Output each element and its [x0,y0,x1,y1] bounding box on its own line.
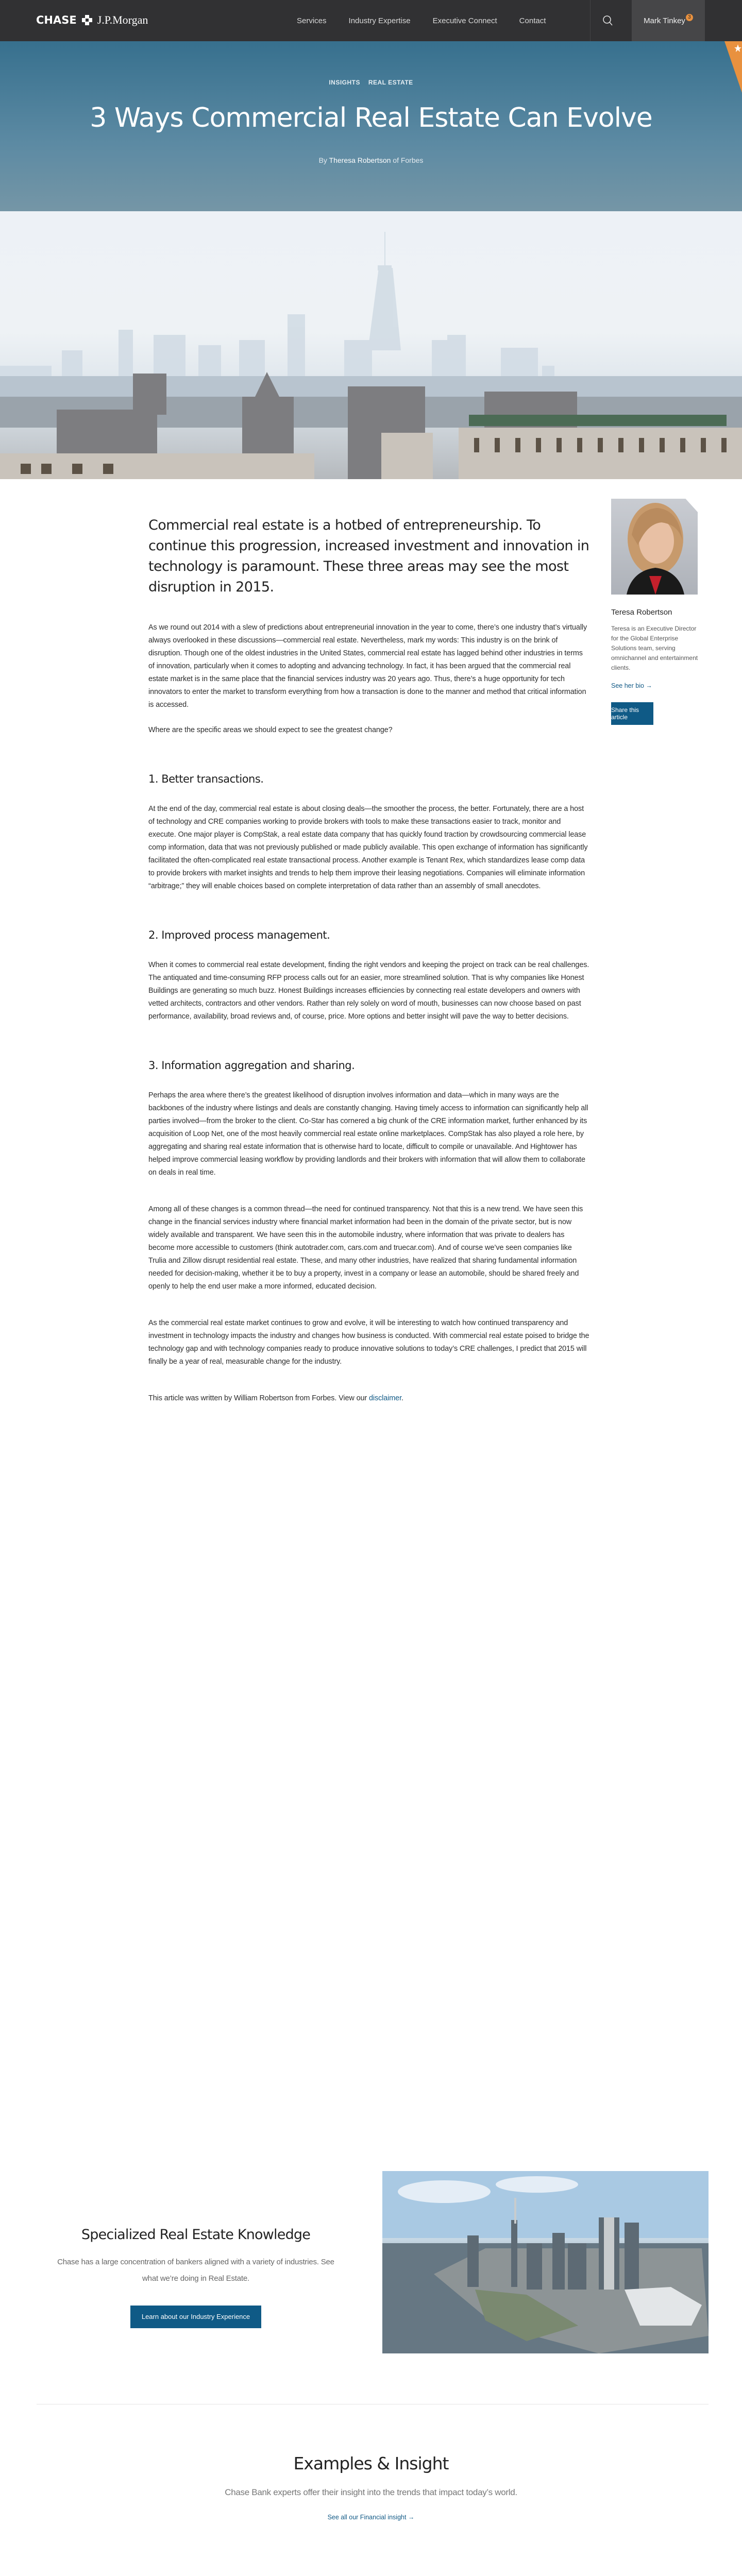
nyc-skyline-photo [0,211,742,479]
notification-badge: 3 [686,14,693,21]
section-3-paragraph-3: As the commercial real estate market continues to grow and evolve, it will be interesting to watch how continued transparency and investment in technology impacts the industry and changes how business is conducted. With commercial real estate poised to bridge the technology gap and with technology companies ready to produce innovative solutions to today’s CRE challenges, I predict that 2015 will finally be a year of real, measurable change for the industry. [148,1319,589,1366]
nav-divider [590,0,591,41]
article-main-column [148,479,589,1405]
article-lead: Commercial real estate is a hotbed of entrepreneurship. To continue this progression, increased investment and innovation in technology is paramount. These three areas may see the most disruption in 2015. [148,517,589,595]
author-name: Teresa Robertson [611,608,672,617]
section-2-paragraph: When it comes to commercial real estate development, finding the right vendors and keeping the project on track can be real challenges. The antiquated and time-consuming RFP process calls out for an easier, more streamlined solution. That is why companies like Honest Buildings are generating so much buzz. Honest Buildings increases efficiencies by connecting real estate developers and owners with vetted architects, contractors and other vendors. Rather than rely solely on word of mouth, businesses can now choose based on past performance, availability, broad reviews and, of course, price. More options and better insight will pave the way to better decisions. [148,961,589,1021]
section-heading-2: 2. Improved process management. [148,929,330,941]
article-text [148,621,589,1405]
credit-end: . [401,1394,403,1402]
user-menu-button[interactable] [632,0,705,41]
author-bio-link[interactable]: See her bio → [611,682,652,689]
chase-jpmorgan-logo[interactable] [36,13,148,27]
category-insights[interactable]: INSIGHTS [329,79,360,86]
chase-octagon-icon [82,15,92,25]
specialized-title: Specialized Real Estate Knowledge [81,2227,311,2243]
section-3-paragraph-1: Perhaps the area where there’s the greatest likelihood of disruption involves information and data—which in many ways are the backbones of the industry where listings and deals are constantly changing. Having timely access to information can significantly help all parties involved—from the broker to the client. Co-Star has cornered a big chunk of the CRE information market, further enhanced by its acquisition of Loop Net, one of the most heavily commercial real estate online marketplaces. CompStak has also played a role here, by aggregating and sharing real estate information that is otherwise hard to locate, difficult to compile or unavailable. And Hightower has helped improve commercial leasing workflow by providing landlords and their brokers with information that will allow them to collaborate on deals in real time. [148,1091,588,1177]
search-icon[interactable] [602,14,614,27]
bookmark-star-icon[interactable] [724,41,742,93]
section-3-paragraph-2: Among all of these changes is a common thread—the need for continued transparency. Not that this is a new trend. We have seen this change in the financial services industry where financial market information had been in the domain of the private sector, but is now widely available and transparent. We have seen this in the automobile industry, where information that was private to dealers has become more accessible to customers (think autotrader.com, cars.com and truecar.com). And of course we’ve seen companies like Trulia and Zillow disrupt residential real estate. These, and many other industries, have realized that sharing fundamental information needed for decision-making, whether it be to buy a property, invest in a company or lease an automobile, should be shared freely and openly to help the end user make a more informed, educated decision. [148,1205,583,1291]
article-hero [0,41,742,211]
category-real-estate[interactable]: REAL ESTATE [368,79,413,86]
specialized-text-block [36,2164,356,2328]
article-body [0,479,742,2025]
logo-chase-text: CHASE [36,14,77,26]
intro-question: Where are the specific areas we should expect to see the greatest change? [148,726,393,734]
industry-experience-button[interactable]: Learn about our Industry Experience [130,2306,261,2328]
nav-link-executive-connect[interactable]: Executive Connect [432,16,497,25]
examples-title: Examples & Insight [293,2453,449,2473]
article-title: 3 Ways Commercial Real Estate Can Evolve [90,103,652,133]
specialized-text: Chase has a large concentration of bankers aligned with a variety of industries. See what we’re doing in Real Estate. [57,2258,334,2283]
author-card [611,499,709,689]
logo-jpmorgan-text: J.P.Morgan [97,13,148,26]
section-1-paragraph: At the end of the day, commercial real estate is about closing deals—the smoother the process, the better. Fortunately, there are a host of technology and CRE companies working to provide brokers with tools to make these transactions easier to track, monitor and execute. One major player is CompStak, a real estate data company that has quickly found traction by crowdsourcing commercial lease comp information, data that was not previously published or made publicly available. This open exchange of information has significantly facilitated the often-complicated real estate transactional process. Another example is Tenant Rex, which standardizes lease comp data to provide brokers with market insights and trends to help them improve their leasing negotiations. Companies will eliminate information “arbitrage;” they will enable choices based on complete interpretation of data rather than an assembly of small anecdotes. [148,805,588,890]
article-categories [0,41,742,86]
nav-link-industry-expertise[interactable]: Industry Expertise [348,16,411,25]
nav-link-services[interactable]: Services [297,16,327,25]
article-credit [148,1392,589,1405]
share-article-button[interactable]: Share this article [611,702,653,725]
top-nav [0,0,742,41]
byline-suffix: of Forbes [393,156,424,164]
lower-manhattan-aerial-photo [382,2171,709,2353]
examples-subtitle: Chase Bank experts offer their insight into the trends that impact today’s world. [225,2487,517,2497]
nav-link-contact[interactable]: Contact [519,16,546,25]
section-heading-1: 1. Better transactions. [148,773,264,785]
primary-nav [297,0,568,41]
disclaimer-link[interactable]: disclaimer [368,1394,401,1402]
specialized-knowledge-section [0,2164,742,2349]
financial-insight-link[interactable]: See all our Financial insight → [327,2514,415,2521]
user-name: Mark Tinkey [644,16,685,25]
intro-paragraph: As we round out 2014 with a slew of predictions about entrepreneurial innovation in the year to come, there’s one industry that’s virtually always overlooked in these discussions—commercial real estate. Nevertheless, mark my words: This industry is on the brink of disruption. Though one of the oldest industries in the United States, commercial real estate has lagged behind other industries in terms of innovation, particularly when it comes to adopting and advancing technology. In fact, it has been argued that the commercial real estate market is in the same place that the financial services industry was 20 years ago. Thus, there’s a huge opportunity for tech innovators to enter the market to transform everything from how a transaction is done to the manner and method that critical information is accessed. [148,623,587,709]
credit-text: This article was written by William Robertson from Forbes. View our [148,1394,369,1402]
author-bio: Teresa is an Executive Director for the Global Enterprise Solutions team, serving omnichannel and entertainment clients. [611,625,698,671]
author-photo [611,499,698,595]
section-heading-3: 3. Information aggregation and sharing. [148,1059,355,1072]
byline-prefix: By [318,156,327,164]
article-byline [0,156,742,164]
examples-header [0,2453,742,2522]
byline-author: Theresa Robertson [329,156,391,164]
